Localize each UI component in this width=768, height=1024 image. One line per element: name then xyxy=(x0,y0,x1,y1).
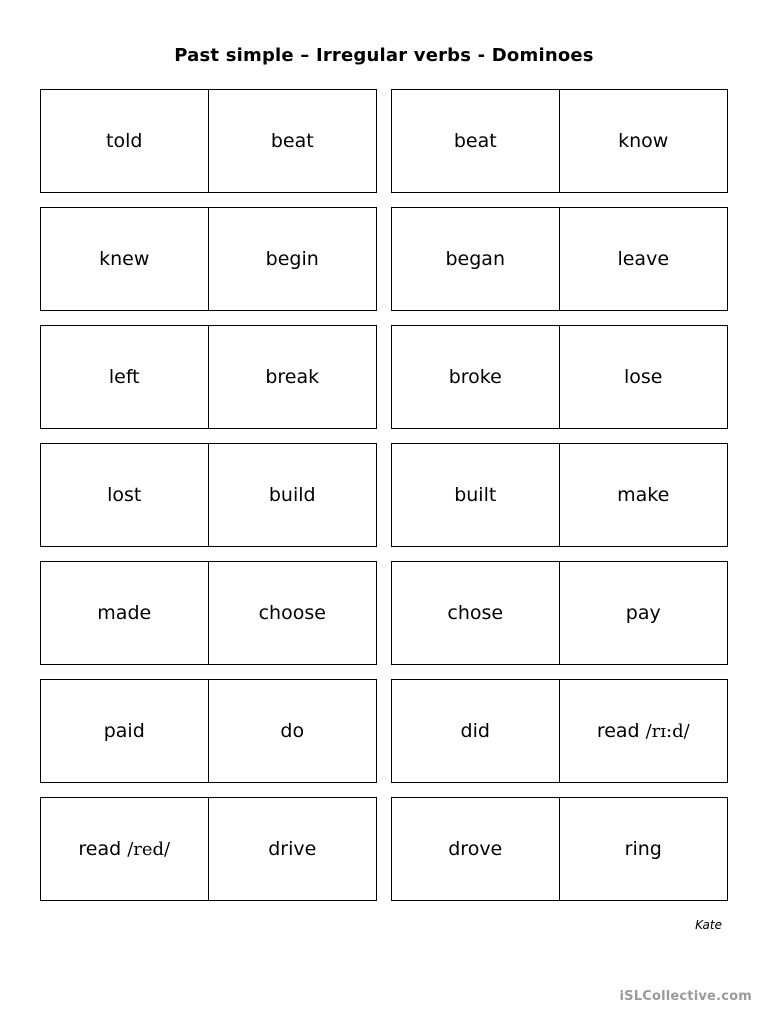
domino-card xyxy=(391,679,728,783)
domino-card xyxy=(391,443,728,547)
site-watermark: iSLCollective.com xyxy=(619,989,752,1004)
domino-word: build xyxy=(268,484,316,506)
domino-card xyxy=(391,325,728,429)
domino-word: begin xyxy=(265,248,319,270)
domino-right-half xyxy=(209,798,377,900)
domino-word: do xyxy=(280,720,305,742)
domino-left-half xyxy=(392,562,560,664)
domino-word: broke xyxy=(448,366,502,388)
domino-left-half xyxy=(392,680,560,782)
domino-word: make xyxy=(617,484,670,506)
domino-card xyxy=(391,561,728,665)
domino-right-half xyxy=(560,326,728,428)
page-title: Past simple – Irregular verbs - Dominoes xyxy=(174,45,594,66)
domino-right-half xyxy=(209,90,377,192)
domino-card xyxy=(40,679,377,783)
domino-word: pay xyxy=(625,602,661,624)
domino-card xyxy=(391,207,728,311)
domino-left-half xyxy=(41,798,209,900)
domino-right-half xyxy=(209,208,377,310)
domino-word: beat xyxy=(453,130,497,152)
domino-right-half xyxy=(560,798,728,900)
domino-left-half xyxy=(392,444,560,546)
domino-card xyxy=(40,443,377,547)
domino-word: knew xyxy=(99,248,150,270)
domino-card xyxy=(40,561,377,665)
domino-left-half xyxy=(41,326,209,428)
domino-card xyxy=(391,797,728,901)
domino-card xyxy=(40,207,377,311)
domino-right-half xyxy=(560,562,728,664)
domino-word: built xyxy=(454,484,497,506)
domino-word: began xyxy=(445,248,505,270)
domino-left-half xyxy=(392,798,560,900)
domino-word: chose xyxy=(447,602,504,624)
domino-card xyxy=(40,797,377,901)
domino-left-half xyxy=(41,208,209,310)
domino-left-half xyxy=(41,444,209,546)
domino-card xyxy=(40,325,377,429)
domino-grid xyxy=(40,89,729,901)
domino-right-half xyxy=(560,444,728,546)
domino-word: made xyxy=(97,602,152,624)
domino-word: ring xyxy=(624,838,662,860)
domino-phonetic: /rɪ:d/ xyxy=(645,720,690,742)
domino-card xyxy=(391,89,728,193)
domino-right-half xyxy=(209,680,377,782)
author-signature: Kate xyxy=(695,918,722,932)
domino-left-half xyxy=(41,680,209,782)
domino-word: lose xyxy=(624,366,663,388)
domino-right-half xyxy=(209,326,377,428)
domino-phonetic: /red/ xyxy=(127,838,171,860)
domino-word: know xyxy=(618,130,669,152)
domino-left-half xyxy=(41,562,209,664)
domino-card xyxy=(40,89,377,193)
domino-word: read xyxy=(596,720,640,742)
domino-word: beat xyxy=(270,130,314,152)
domino-left-half xyxy=(392,208,560,310)
domino-word: told xyxy=(106,130,143,152)
domino-word: left xyxy=(108,366,140,388)
domino-right-half xyxy=(560,680,728,782)
domino-right-half xyxy=(209,444,377,546)
domino-right-half xyxy=(560,90,728,192)
domino-word: read xyxy=(78,838,122,860)
domino-word: drive xyxy=(268,838,317,860)
domino-left-half xyxy=(392,326,560,428)
domino-word: paid xyxy=(103,720,145,742)
domino-word: choose xyxy=(258,602,326,624)
domino-right-half xyxy=(560,208,728,310)
domino-left-half xyxy=(41,90,209,192)
domino-word: lost xyxy=(107,484,142,506)
domino-left-half xyxy=(392,90,560,192)
domino-word: break xyxy=(265,366,320,388)
domino-right-half xyxy=(209,562,377,664)
domino-word: leave xyxy=(617,248,670,270)
domino-word: drove xyxy=(448,838,503,860)
domino-word: did xyxy=(460,720,490,742)
